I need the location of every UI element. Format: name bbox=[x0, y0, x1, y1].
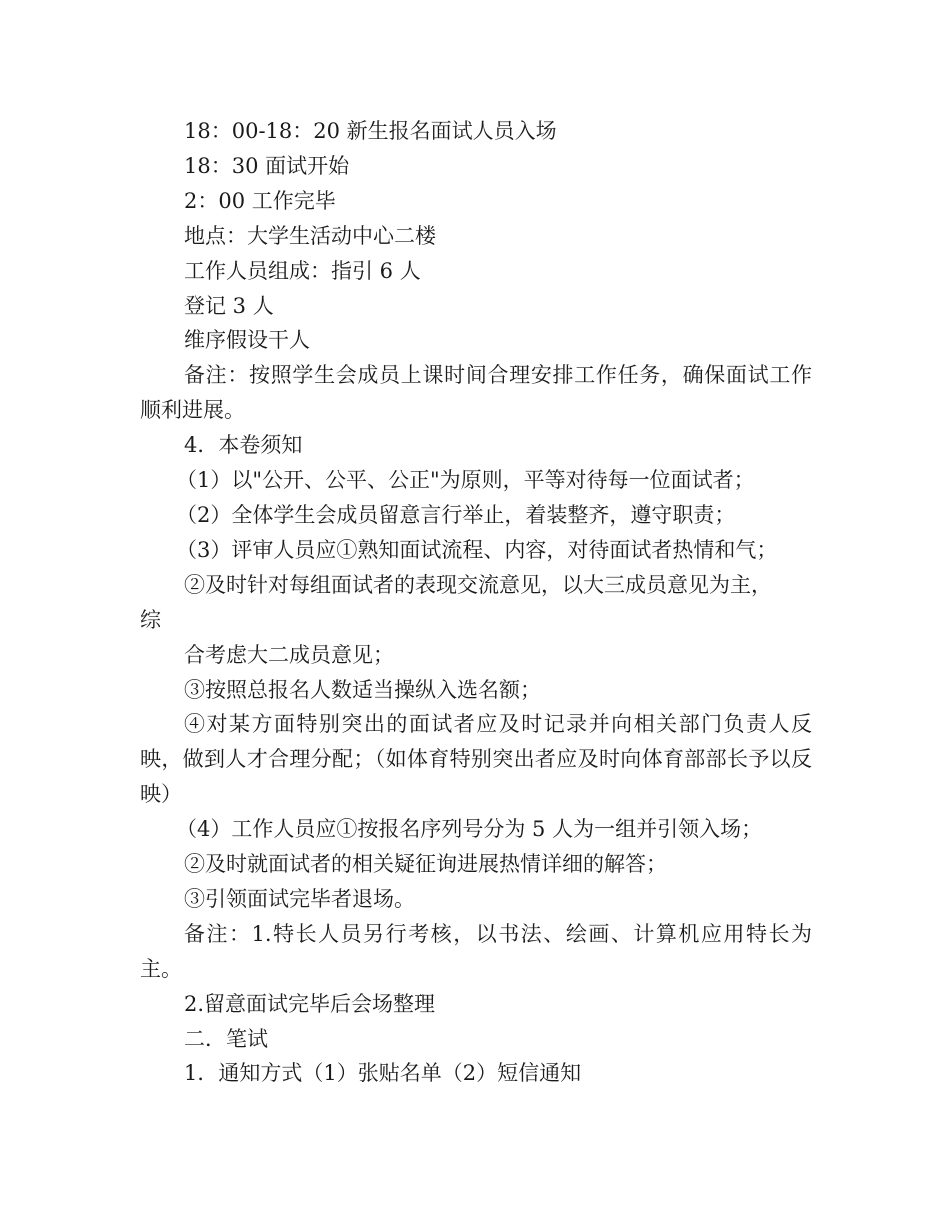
paragraph-rule-4-item-3: ③引领面试完毕者退场。 bbox=[184, 886, 415, 911]
paragraph-rule-1: （1）以"公开、公平、公正"为原则，平等对待每一位面试者； bbox=[176, 468, 755, 493]
paragraph-location: 地点：大学生活动中心二楼 bbox=[184, 223, 436, 248]
paragraph-note-schedule: 备注：按照学生会成员上课时间合理安排工作任务，确保面试工作顺利进展。 bbox=[140, 363, 812, 423]
paragraph-rule-3-item-3: ③按照总报名人数适当操纵入选名额； bbox=[184, 677, 541, 702]
paragraph-notification-method: 1．通知方式（1）张贴名单（2）短信通知 bbox=[184, 1061, 582, 1086]
paragraph-rule-2: （2）全体学生会成员留意言行举止，着装整齐，遵守职责； bbox=[176, 502, 736, 527]
paragraph-rule-3-item-2-wrap: 综 bbox=[140, 607, 161, 632]
paragraph-rule-4: （4）工作人员应①按报名序列号分为 5 人为一组并引领入场； bbox=[176, 817, 763, 842]
paragraph-staff-guides: 工作人员组成：指引 6 人 bbox=[184, 258, 421, 283]
paragraph-rule-4-item-2: ②及时就面试者的相关疑征询进展热情详细的解答； bbox=[184, 852, 667, 877]
paragraph-schedule-end: 2：00 工作完毕 bbox=[184, 188, 336, 213]
document-body bbox=[140, 114, 812, 1091]
section-heading-notice: 4．本卷须知 bbox=[184, 433, 303, 458]
paragraph-staff-registration: 登记 3 人 bbox=[184, 293, 274, 318]
section-heading-written-exam: 二．笔试 bbox=[184, 1026, 268, 1051]
paragraph-note-venue: 2.留意面试完毕后会场整理 bbox=[184, 991, 436, 1016]
paragraph-rule-3-item-2-cont: 合考虑大二成员意见； bbox=[184, 642, 394, 667]
paragraph-note-specialty: 备注：1.特长人员另行考核，以书法、绘画、计算机应用特长为主。 bbox=[140, 921, 812, 981]
paragraph-schedule-entry: 18：00-18：20 新生报名面试人员入场 bbox=[184, 119, 557, 143]
paragraph-rule-3: （3）评审人员应①熟知面试流程、内容，对待面试者热情和气； bbox=[176, 537, 778, 562]
paragraph-rule-3-item-4: ④对某方面特别突出的面试者应及时记录并向相关部门负责人反映，做到人才合理分配；（如体育特别突出者应及时向体育部部长予以反映） bbox=[140, 712, 812, 807]
paragraph-staff-order: 维序假设干人 bbox=[184, 328, 310, 353]
paragraph-rule-3-item-2: ②及时针对每组面试者的表现交流意见，以大三成员意见为主， bbox=[184, 572, 772, 597]
paragraph-schedule-start: 18：30 面试开始 bbox=[184, 153, 350, 178]
